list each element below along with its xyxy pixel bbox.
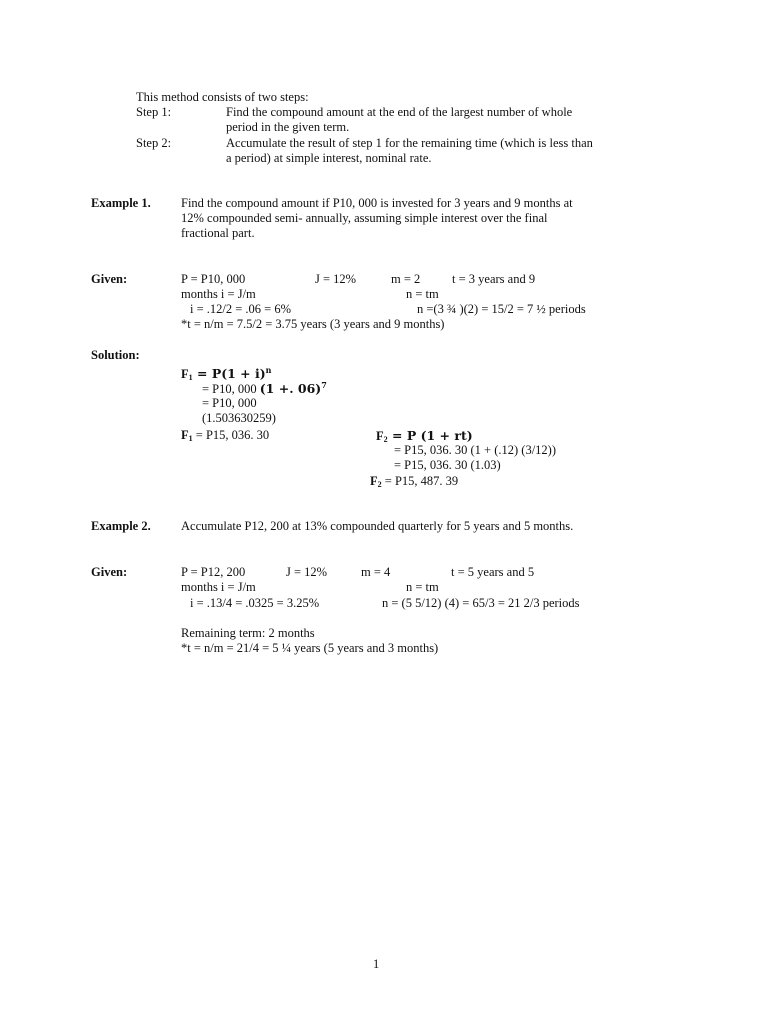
intro-line: This method consists of two steps: [136, 90, 309, 104]
example2-given-i-value: i = .13/4 = .0325 = 3.25% [190, 596, 320, 610]
example2-given-t: t = 5 years and 5 [451, 565, 535, 579]
f2-label: F [376, 429, 384, 443]
example1-given-t-star: *t = n/m = 7.5/2 = 3.75 years (3 years and 9 months) [181, 317, 445, 331]
f2-step-line1: = P15, 036. 30 (1 + (.12) (3/12)) [394, 443, 556, 457]
example1-given-j: J = 12% [315, 272, 357, 286]
example2-given-months-i: months i = J/m [181, 580, 256, 594]
f2-formula: = P (1 + rt) [387, 428, 473, 443]
f1-formula: = P(1 + i) [192, 366, 266, 381]
f2-result-line [370, 474, 458, 489]
example2-given-n-value: n = (5 5/12) (4) = 65/3 = 21 2/3 periods [382, 596, 580, 610]
example2-given-m: m = 4 [361, 565, 391, 579]
f2-result-value: = P15, 487. 39 [381, 474, 459, 488]
example1-given-label: Given: [91, 272, 128, 286]
f1-label: F [181, 367, 189, 381]
example1-given-m: m = 2 [391, 272, 421, 286]
step1-text-line1: Find the compound amount at the end of the largest number of whole [226, 105, 573, 119]
example1-text-line2: 12% compounded semi- annually, assuming simple interest over the final [181, 211, 548, 225]
example1-given-p: P = P10, 000 [181, 272, 246, 286]
example2-text-line1: Accumulate P12, 200 at 13% compounded quarterly for 5 years and 5 months. [181, 519, 574, 533]
f1-formula-line [181, 366, 272, 382]
step1-text-line2: period in the given term. [226, 120, 350, 134]
f2-step-line2: = P15, 036. 30 (1.03) [394, 458, 501, 472]
example1-given-t: t = 3 years and 9 [452, 272, 536, 286]
f1-step-line1-text: = P10, 000 [202, 382, 260, 396]
f2-subscript: 2 [383, 435, 388, 444]
example1-given-i-value: i = .12/2 = .06 = 6% [190, 302, 292, 316]
f2-formula-line [376, 428, 473, 444]
example2-remaining-term: Remaining term: 2 months [181, 626, 315, 640]
example2-label: Example 2. [91, 519, 151, 533]
example1-given-months-i: months i = J/m [181, 287, 256, 301]
example2-given-p: P = P12, 200 [181, 565, 246, 579]
step1-label: Step 1: [136, 105, 172, 119]
example1-label: Example 1. [91, 196, 151, 210]
f2-result-subscript: 2 [377, 480, 382, 489]
example2-given-label: Given: [91, 565, 128, 579]
example2-given-n-tm: n = tm [406, 580, 439, 594]
f1-step-line1-math: (1 +. 06) [259, 381, 322, 396]
f1-formula-exponent: n [265, 365, 272, 375]
step2-label: Step 2: [136, 136, 172, 150]
example1-given-n-tm: n = tm [406, 287, 439, 301]
example2-given-j: J = 12% [286, 565, 328, 579]
f1-factor-line: (1.503630259) [202, 411, 276, 425]
example1-text-line1: Find the compound amount if P10, 000 is invested for 3 years and 9 months at [181, 196, 573, 210]
example2-given-t-star: *t = n/m = 21/4 = 5 ¼ years (5 years and 3 months) [181, 641, 439, 655]
example1-text-line3: fractional part. [181, 226, 255, 240]
example1-given-n-value: n =(3 ¾ )(2) = 15/2 = 7 ½ periods [417, 302, 586, 316]
page-number: 1 [373, 957, 380, 971]
f2-result-label: F [370, 474, 378, 488]
f1-result-value: = P15, 036. 30 [192, 428, 270, 442]
f1-step-line1-exponent: 7 [321, 380, 327, 390]
f1-step-line1 [202, 381, 327, 397]
f1-result-line [181, 428, 269, 443]
step2-text-line2: a period) at simple interest, nominal rate. [226, 151, 432, 165]
f1-result-subscript: 1 [188, 434, 193, 443]
f1-step-line2: = P10, 000 [202, 396, 257, 410]
example1-solution-label: Solution: [91, 348, 140, 362]
step2-text-line1: Accumulate the result of step 1 for the remaining time (which is less than [226, 136, 593, 150]
f1-subscript: 1 [188, 373, 193, 382]
f1-result-label: F [181, 428, 189, 442]
